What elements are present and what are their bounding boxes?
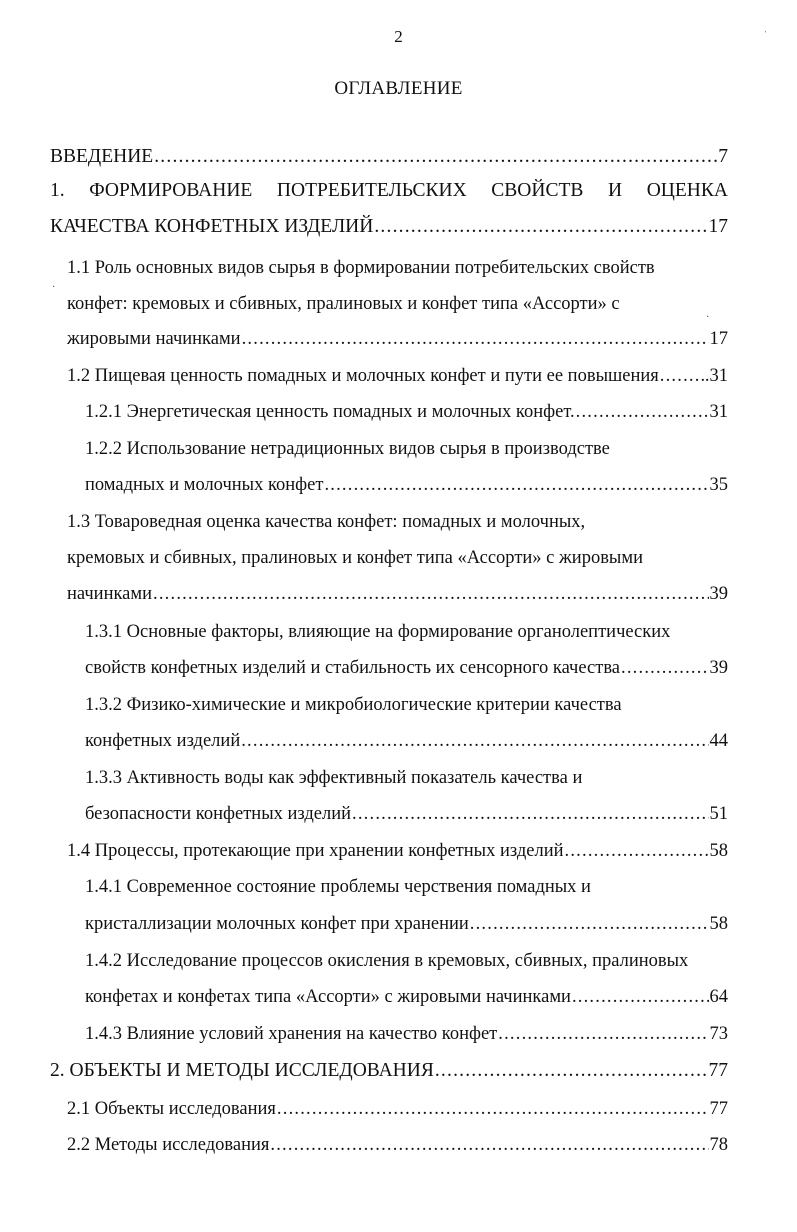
- leader-dots: [498, 1019, 708, 1049]
- leader-dots: [270, 1130, 708, 1160]
- toc-entry-page: 7: [718, 146, 728, 167]
- toc-entry-page: 58: [709, 841, 728, 861]
- toc-section-1-2-2-line-2[interactable]: [85, 470, 728, 500]
- leader-dots: [153, 579, 708, 609]
- leader-dots: [352, 799, 708, 829]
- toc-section-1-4-1-line-2[interactable]: [85, 909, 728, 939]
- toc-entry-page: 73: [709, 1024, 728, 1044]
- toc-word: И: [608, 180, 623, 201]
- toc-section-2-2[interactable]: [67, 1130, 728, 1160]
- leader-dots: [565, 836, 709, 866]
- toc-entry-page: 17: [709, 329, 728, 349]
- toc-section-2-1[interactable]: [67, 1094, 728, 1124]
- toc-entry-page: 58: [709, 914, 728, 934]
- toc-entry-introduction[interactable]: [50, 142, 728, 172]
- toc-entry-page: 64: [709, 987, 728, 1007]
- toc-section-1-4-2-line-2[interactable]: [85, 982, 728, 1012]
- toc-section-1-1-line-1[interactable]: 1.1 Роль основных видов сырья в формировании потребительских свойств: [67, 258, 655, 278]
- toc-word: СВОЙСТВ: [491, 180, 584, 201]
- toc-entry-text: 1.2 Пищевая ценность помадных и молочных конфет и пути ее повышения: [67, 366, 659, 386]
- toc-section-1-4[interactable]: [67, 836, 728, 866]
- toc-entry-text: помадных и молочных конфет: [85, 475, 324, 495]
- leader-dots: [324, 470, 708, 500]
- toc-entry-text: 1.4 Процессы, протекающие при хранении конфетных изделий: [67, 841, 564, 861]
- toc-entry-text: кристаллизации молочных конфет при хранении: [85, 914, 469, 934]
- toc-entry-text: 1.2.1 Энергетическая ценность помадных и молочных конфет.: [85, 402, 575, 422]
- toc-section-1-2-2-line-1[interactable]: 1.2.2 Использование нетрадиционных видов сырья в производстве: [85, 439, 610, 459]
- toc-section-1-3-1-line-1[interactable]: 1.3.1 Основные факторы, влияющие на формирование органолептических: [85, 622, 671, 642]
- toc-entry-text: КАЧЕСТВА КОНФЕТНЫХ ИЗДЕЛИЙ: [50, 216, 374, 237]
- toc-entry-text: 2.2 Методы исследования: [67, 1135, 270, 1155]
- toc-entry-text: ВВЕДЕНИЕ: [50, 146, 154, 167]
- toc-section-1-4-2-line-1[interactable]: 1.4.2 Исследование процессов окисления в кремовых, сбивных, пралиновых: [85, 951, 689, 971]
- toc-chapter-1-line-1[interactable]: [50, 176, 728, 206]
- toc-entry-text: конфетах и конфетах типа «Ассорти» с жировыми начинками: [85, 987, 571, 1007]
- toc-entry-text: 2. ОБЪЕКТЫ И МЕТОДЫ ИССЛЕДОВАНИЯ: [50, 1060, 434, 1081]
- toc-entry-text: начинками: [67, 584, 153, 604]
- toc-word: ПОТРЕБИТЕЛЬСКИХ: [276, 180, 467, 201]
- toc-section-1-1-line-3[interactable]: [67, 324, 728, 354]
- toc-section-1-3-line-2[interactable]: кремовых и сбивных, пралиновых и конфет типа «Ассорти» с жировыми: [67, 548, 643, 568]
- leader-dots: [470, 909, 709, 939]
- scan-speck: ˈ: [764, 30, 768, 41]
- toc-entry-page: 77: [709, 1099, 728, 1119]
- toc-entry-page: 39: [709, 584, 728, 604]
- toc-section-1-4-1-line-1[interactable]: 1.4.1 Современное состояние проблемы черствения помадных и: [85, 877, 591, 897]
- toc-entry-page: 44: [709, 731, 728, 751]
- leader-dots: [576, 397, 709, 427]
- toc-section-1-3-3-line-1[interactable]: 1.3.3 Активность воды как эффективный показатель качества и: [85, 768, 583, 788]
- toc-section-1-4-3[interactable]: [85, 1019, 728, 1049]
- toc-entry-text: 2.1 Объекты исследования: [67, 1099, 276, 1119]
- toc-word: ФОРМИРОВАНИЕ: [89, 180, 253, 201]
- toc-section-1-2[interactable]: [67, 361, 728, 391]
- leader-dots: [374, 212, 707, 242]
- toc-entry-text: безопасности конфетных изделий: [85, 804, 352, 824]
- toc-entry-text: 1.4.3 Влияние условий хранения на качество конфет: [85, 1024, 498, 1044]
- toc-section-1-3-2-line-1[interactable]: 1.3.2 Физико-химические и микробиологические критерии качества: [85, 695, 622, 715]
- leader-dots: [277, 1094, 709, 1124]
- leader-dots: [572, 982, 709, 1012]
- toc-title: ОГЛАВЛЕНИЕ: [334, 78, 463, 99]
- scan-speck: ·: [706, 312, 710, 323]
- leader-dots: [241, 726, 708, 756]
- toc-entry-text: свойств конфетных изделий и стабильность их сенсорного качества: [85, 658, 621, 678]
- toc-entry-page: 31: [709, 402, 728, 422]
- leader-dots: [154, 142, 717, 172]
- toc-section-1-2-1[interactable]: [85, 397, 728, 427]
- toc-entry-page: 35: [709, 475, 728, 495]
- leader-dots: [435, 1056, 708, 1086]
- page-number: 2: [394, 27, 403, 46]
- toc-entry-page: .31: [704, 366, 728, 386]
- toc-entry-text: жировыми начинками: [67, 329, 241, 349]
- toc-section-1-3-2-line-2[interactable]: [85, 726, 728, 756]
- toc-entry-page: 78: [709, 1135, 728, 1155]
- leader-dots: [621, 653, 708, 683]
- toc-chapter-2[interactable]: [50, 1056, 728, 1086]
- toc-section-1-3-3-line-2[interactable]: [85, 799, 728, 829]
- toc-entry-text: конфетных изделий: [85, 731, 241, 751]
- toc-section-1-3-line-3[interactable]: [67, 579, 728, 609]
- toc-chapter-1-line-2[interactable]: [50, 212, 728, 242]
- leader-dots: [242, 324, 709, 354]
- toc-section-1-1-line-2[interactable]: конфет: кремовых и сбивных, пралиновых и конфет типа «Ассорти» с: [67, 294, 620, 314]
- toc-entry-page: 51: [709, 804, 728, 824]
- toc-entry-page: 17: [708, 216, 728, 237]
- toc-section-1-3-1-line-2[interactable]: [85, 653, 728, 683]
- toc-word: ОЦЕНКА: [646, 180, 728, 201]
- toc-entry-page: 39: [709, 658, 728, 678]
- leader-dots: [660, 361, 704, 391]
- scan-speck: ·: [52, 282, 56, 293]
- toc-entry-page: 77: [708, 1060, 728, 1081]
- toc-word: 1.: [50, 180, 65, 201]
- toc-section-1-3-line-1[interactable]: 1.3 Товароведная оценка качества конфет: помадных и молочных,: [67, 512, 586, 532]
